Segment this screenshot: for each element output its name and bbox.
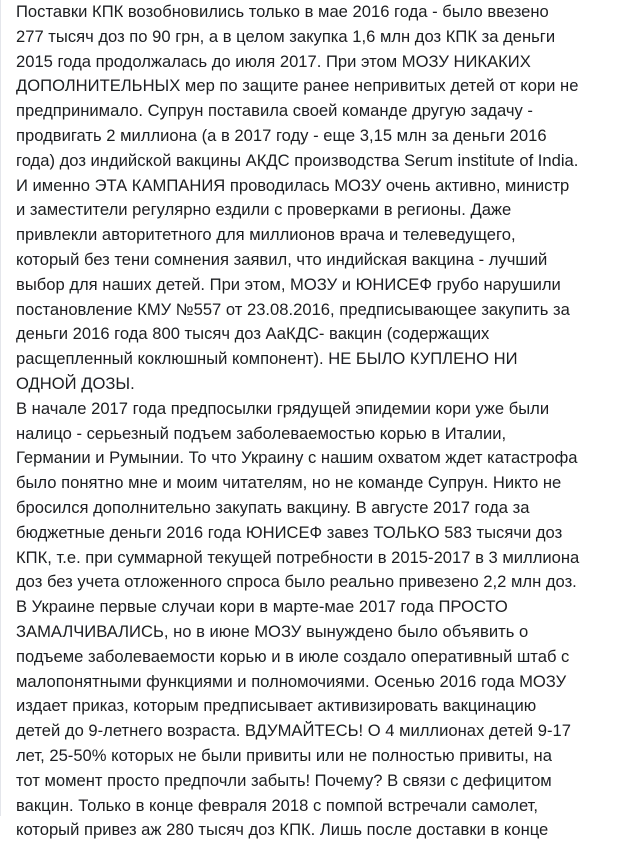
text-line: расщепленный коклюшный компонент). НЕ БЫЛО КУПЛЕНО НИ <box>16 349 518 369</box>
text-line: детей до 9-летнего возраста. ВДУМАЙТЕСЬ! О 4 миллионах детей 9-17 <box>16 721 572 741</box>
text-line: года) доз индийской вакцины АКДС производства Serum institute of India. <box>16 150 579 170</box>
text-line: предпринимало. Супрун поставила своей команде другую задачу - <box>16 101 533 121</box>
text-line: налицо - серьезный подъем заболеваемостью корью в Италии, <box>16 423 507 443</box>
text-line: привлекли авторитетного для миллионов врача и телеведущего, <box>16 225 516 245</box>
text-line: издает приказ, которым предписывает активизировать вакцинацию <box>16 696 537 716</box>
text-line: ДОПОЛНИТЕЛЬНЫХ мер по защите ранее непривитых детей от кори не <box>16 76 579 96</box>
text-line: вакцин. Только в конце февраля 2018 с помпой встречали самолет, <box>16 795 538 815</box>
text-line: продвигать 2 миллиона (а в 2017 году - еще 3,15 млн за деньги 2016 <box>16 125 547 145</box>
text-line: 2015 года продолжалась до июля 2017. При этом МОЗУ НИКАКИХ <box>16 51 531 71</box>
text-line: который привез аж 280 тысяч доз КПК. Лишь после доставки в конце <box>16 820 549 840</box>
text-line: лет, 25-50% которых не были привиты или не полностью привиты, на <box>16 745 552 765</box>
text-line: бросился дополнительно закупать вакцину. В августе 2017 года за <box>16 497 530 517</box>
post-text <box>16 0 616 843</box>
text-line: тот момент просто предпочли забыть! Почему? В связи с дефицитом <box>16 770 552 790</box>
text-line: 277 тысяч доз по 90 грн, а в целом закупка 1,6 млн доз КПК за деньги <box>16 26 556 46</box>
text-line: который без тени сомнения заявил, что индийская вакцина - лучший <box>16 249 548 269</box>
text-line: деньги 2016 года 800 тысяч доз АаКДС- вакцин (содержащих <box>16 324 490 344</box>
text-line: было понятно мне и моим читателям, но не команде Супрун. Никто не <box>16 473 562 493</box>
text-line: В Украине первые случаи кори в марте-мае 2017 года ПРОСТО <box>16 597 508 617</box>
text-line: подъеме заболеваемости корью и в июле создало оперативный штаб с <box>16 646 570 666</box>
text-line: И именно ЭТА КАМПАНИЯ проводилась МОЗУ очень активно, министр <box>16 175 570 195</box>
text-line: доз без учета отложенного спроса было реально привезено 2,2 млн доз. <box>16 572 577 592</box>
text-line: и заместители регулярно ездили с проверками в регионы. Даже <box>16 200 512 220</box>
text-line: ЗАМАЛЧИВАЛИСЬ, но в июне МОЗУ вынуждено было объявить о <box>16 621 529 641</box>
text-line: Германии и Румынии. То что Украину с нашим охватом ждет катастрофа <box>16 448 578 468</box>
text-line: малопонятными функциями и полномочиями. Осенью 2016 года МОЗУ <box>16 671 567 691</box>
text-line: бюджетные деньги 2016 года ЮНИСЕФ завез ТОЛЬКО 583 тысячи доз <box>16 522 563 542</box>
text-line: выбор для наших детей. При этом, МОЗУ и ЮНИСЕФ грубо нарушили <box>16 274 561 294</box>
text-line: КПК, т.е. при суммарной текущей потребности в 2015-2017 в 3 миллиона <box>16 547 580 567</box>
text-line: ОДНОЙ ДОЗЫ. <box>16 373 135 393</box>
text-line: постановление КМУ №557 от 23.08.2016, предписывающее закупить за <box>16 299 570 319</box>
left-border <box>0 0 1 816</box>
text-line: В начале 2017 года предпосылки грядущей эпидемии кори уже были <box>16 398 550 418</box>
text-line: Поставки КПК возобновились только в мае 2016 года - было ввезено <box>16 2 549 21</box>
